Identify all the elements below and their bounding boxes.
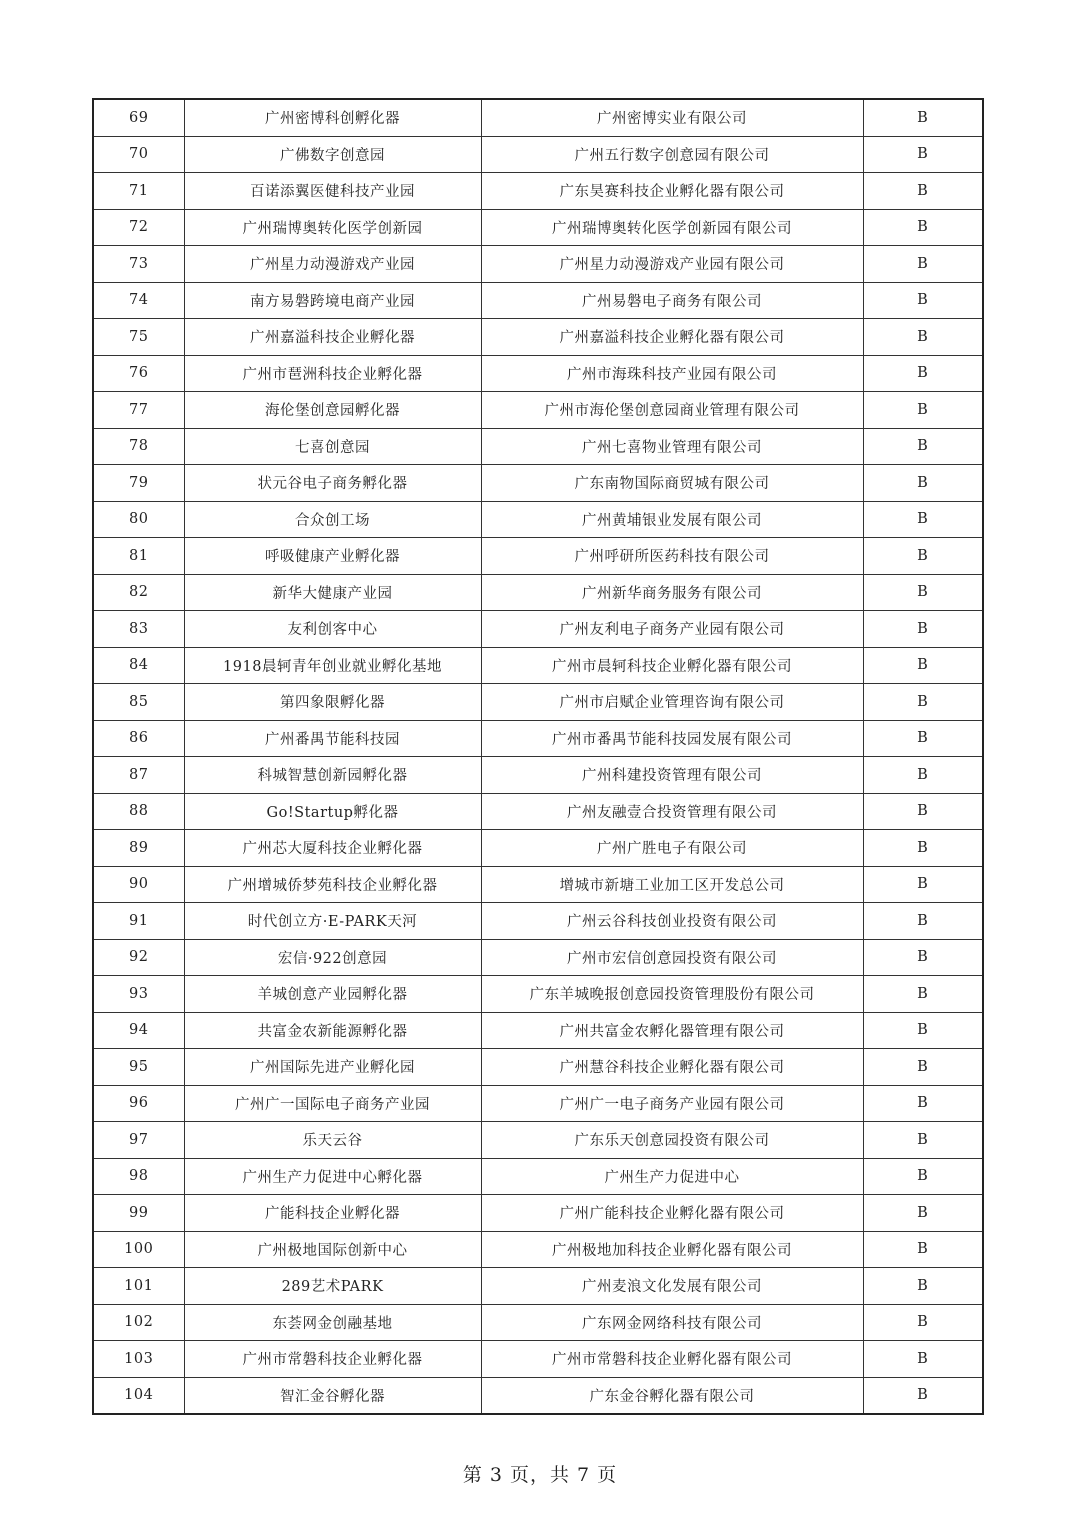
table-row — [93, 574, 983, 611]
page-number: 第 3 页，共 7 页 — [462, 1464, 618, 1486]
row-number: 88 — [93, 793, 184, 830]
operating-company: 广州密博实业有限公司 — [481, 99, 863, 136]
incubator-name: Go!Startup孵化器 — [184, 793, 481, 830]
table-row — [93, 939, 983, 976]
row-number: 99 — [93, 1195, 184, 1232]
row-number: 82 — [93, 574, 184, 611]
incubator-name: 289艺术PARK — [184, 1268, 481, 1305]
operating-company: 广州星力动漫游戏产业园有限公司 — [481, 246, 863, 283]
evaluation-grade: B — [863, 428, 983, 465]
operating-company: 广州市宏信创意园投资有限公司 — [481, 939, 863, 976]
operating-company: 广州麦浪文化发展有限公司 — [481, 1268, 863, 1305]
row-number: 69 — [93, 99, 184, 136]
incubator-name: 广佛数字创意园 — [184, 136, 481, 173]
evaluation-grade: B — [863, 720, 983, 757]
evaluation-grade: B — [863, 1341, 983, 1378]
operating-company: 广州市海珠科技产业园有限公司 — [481, 355, 863, 392]
row-number: 93 — [93, 976, 184, 1013]
operating-company: 广州极地加科技企业孵化器有限公司 — [481, 1231, 863, 1268]
table-row — [93, 1012, 983, 1049]
operating-company: 广州友融壹合投资管理有限公司 — [481, 793, 863, 830]
operating-company: 广州广胜电子有限公司 — [481, 830, 863, 867]
incubator-name: 南方易磐跨境电商产业园 — [184, 282, 481, 319]
evaluation-grade: B — [863, 465, 983, 502]
operating-company: 广州市番禺节能科技园发展有限公司 — [481, 720, 863, 757]
operating-company: 广东昊赛科技企业孵化器有限公司 — [481, 173, 863, 210]
table-row — [93, 1304, 983, 1341]
incubator-name: 广州极地国际创新中心 — [184, 1231, 481, 1268]
evaluation-grade: B — [863, 209, 983, 246]
table-row — [93, 611, 983, 648]
incubator-name: 广能科技企业孵化器 — [184, 1195, 481, 1232]
evaluation-grade: B — [863, 1268, 983, 1305]
table-row — [93, 428, 983, 465]
table-body — [93, 99, 983, 1414]
table-row — [93, 1231, 983, 1268]
operating-company: 广州共富金农孵化器管理有限公司 — [481, 1012, 863, 1049]
operating-company: 广州易磐电子商务有限公司 — [481, 282, 863, 319]
table-row — [93, 319, 983, 356]
table-row — [93, 355, 983, 392]
row-number: 73 — [93, 246, 184, 283]
evaluation-grade: B — [863, 793, 983, 830]
table-row — [93, 757, 983, 794]
incubator-name: 状元谷电子商务孵化器 — [184, 465, 481, 502]
incubator-name: 海伦堡创意园孵化器 — [184, 392, 481, 429]
incubator-name: 呼吸健康产业孵化器 — [184, 538, 481, 575]
evaluation-grade: B — [863, 976, 983, 1013]
evaluation-grade: B — [863, 903, 983, 940]
operating-company: 广州瑞博奥转化医学创新园有限公司 — [481, 209, 863, 246]
evaluation-grade: B — [863, 647, 983, 684]
table-row — [93, 1377, 983, 1414]
table-row — [93, 684, 983, 721]
operating-company: 广州五行数字创意园有限公司 — [481, 136, 863, 173]
evaluation-grade: B — [863, 1377, 983, 1414]
table-row — [93, 1085, 983, 1122]
incubator-name: 广州瑞博奥转化医学创新园 — [184, 209, 481, 246]
evaluation-grade: B — [863, 757, 983, 794]
row-number: 86 — [93, 720, 184, 757]
evaluation-grade: B — [863, 1158, 983, 1195]
row-number: 90 — [93, 866, 184, 903]
row-number: 85 — [93, 684, 184, 721]
row-number: 81 — [93, 538, 184, 575]
operating-company: 广州生产力促进中心 — [481, 1158, 863, 1195]
incubator-name: 乐天云谷 — [184, 1122, 481, 1159]
table-row — [93, 99, 983, 136]
row-number: 89 — [93, 830, 184, 867]
table-row — [93, 282, 983, 319]
evaluation-grade: B — [863, 1012, 983, 1049]
row-number: 91 — [93, 903, 184, 940]
incubator-name: 广州市琶洲科技企业孵化器 — [184, 355, 481, 392]
operating-company: 广州友利电子商务产业园有限公司 — [481, 611, 863, 648]
row-number: 101 — [93, 1268, 184, 1305]
table-row — [93, 866, 983, 903]
row-number: 74 — [93, 282, 184, 319]
evaluation-grade: B — [863, 319, 983, 356]
incubator-name: 东荟网金创融基地 — [184, 1304, 481, 1341]
operating-company: 广东南物国际商贸城有限公司 — [481, 465, 863, 502]
table-row — [93, 1122, 983, 1159]
evaluation-grade: B — [863, 939, 983, 976]
incubator-table — [92, 98, 984, 1415]
row-number: 96 — [93, 1085, 184, 1122]
evaluation-grade: B — [863, 99, 983, 136]
row-number: 84 — [93, 647, 184, 684]
table-row — [93, 501, 983, 538]
row-number: 95 — [93, 1049, 184, 1086]
incubator-name: 第四象限孵化器 — [184, 684, 481, 721]
evaluation-grade: B — [863, 392, 983, 429]
operating-company: 增城市新塘工业加工区开发总公司 — [481, 866, 863, 903]
incubator-name: 广州嘉溢科技企业孵化器 — [184, 319, 481, 356]
incubator-name: 七喜创意园 — [184, 428, 481, 465]
evaluation-grade: B — [863, 684, 983, 721]
table-row — [93, 830, 983, 867]
table-row — [93, 209, 983, 246]
operating-company: 广东乐天创意园投资有限公司 — [481, 1122, 863, 1159]
table-row — [93, 720, 983, 757]
incubator-name: 共富金农新能源孵化器 — [184, 1012, 481, 1049]
table-row — [93, 1049, 983, 1086]
incubator-name: 时代创立方·E-PARK天河 — [184, 903, 481, 940]
operating-company: 广州嘉溢科技企业孵化器有限公司 — [481, 319, 863, 356]
row-number: 92 — [93, 939, 184, 976]
evaluation-grade: B — [863, 830, 983, 867]
incubator-name: 广州密博科创孵化器 — [184, 99, 481, 136]
row-number: 100 — [93, 1231, 184, 1268]
table-row — [93, 793, 983, 830]
table-row — [93, 903, 983, 940]
operating-company: 广州市晨轲科技企业孵化器有限公司 — [481, 647, 863, 684]
evaluation-grade: B — [863, 1304, 983, 1341]
evaluation-grade: B — [863, 355, 983, 392]
incubator-name: 羊城创意产业园孵化器 — [184, 976, 481, 1013]
evaluation-grade: B — [863, 866, 983, 903]
row-number: 87 — [93, 757, 184, 794]
row-number: 79 — [93, 465, 184, 502]
table-row — [93, 1195, 983, 1232]
incubator-name: 1918晨轲青年创业就业孵化基地 — [184, 647, 481, 684]
evaluation-grade: B — [863, 1195, 983, 1232]
evaluation-grade: B — [863, 246, 983, 283]
operating-company: 广州新华商务服务有限公司 — [481, 574, 863, 611]
incubator-name: 广州星力动漫游戏产业园 — [184, 246, 481, 283]
operating-company: 广东网金网络科技有限公司 — [481, 1304, 863, 1341]
operating-company: 广州广能科技企业孵化器有限公司 — [481, 1195, 863, 1232]
evaluation-grade: B — [863, 611, 983, 648]
evaluation-grade: B — [863, 574, 983, 611]
table-row — [93, 647, 983, 684]
table-row — [93, 136, 983, 173]
evaluation-grade: B — [863, 173, 983, 210]
incubator-name: 百诺添翼医健科技产业园 — [184, 173, 481, 210]
row-number: 94 — [93, 1012, 184, 1049]
operating-company: 广州黄埔银业发展有限公司 — [481, 501, 863, 538]
incubator-name: 广州芯大厦科技企业孵化器 — [184, 830, 481, 867]
incubator-name: 宏信·922创意园 — [184, 939, 481, 976]
operating-company: 广州市常磐科技企业孵化器有限公司 — [481, 1341, 863, 1378]
evaluation-grade: B — [863, 136, 983, 173]
evaluation-grade: B — [863, 501, 983, 538]
table-row — [93, 1158, 983, 1195]
incubator-name: 广州国际先进产业孵化园 — [184, 1049, 481, 1086]
table-row — [93, 173, 983, 210]
row-number: 78 — [93, 428, 184, 465]
row-number: 102 — [93, 1304, 184, 1341]
incubator-name: 新华大健康产业园 — [184, 574, 481, 611]
incubator-name: 广州生产力促进中心孵化器 — [184, 1158, 481, 1195]
evaluation-grade: B — [863, 282, 983, 319]
row-number: 77 — [93, 392, 184, 429]
operating-company: 广州七喜物业管理有限公司 — [481, 428, 863, 465]
row-number: 97 — [93, 1122, 184, 1159]
table-row — [93, 538, 983, 575]
row-number: 104 — [93, 1377, 184, 1414]
table-row — [93, 465, 983, 502]
operating-company: 广州慧谷科技企业孵化器有限公司 — [481, 1049, 863, 1086]
table-row — [93, 1268, 983, 1305]
evaluation-grade: B — [863, 1085, 983, 1122]
incubator-name: 广州增城侨梦苑科技企业孵化器 — [184, 866, 481, 903]
operating-company: 广州云谷科技创业投资有限公司 — [481, 903, 863, 940]
row-number: 98 — [93, 1158, 184, 1195]
incubator-name: 广州番禺节能科技园 — [184, 720, 481, 757]
evaluation-grade: B — [863, 1049, 983, 1086]
row-number: 71 — [93, 173, 184, 210]
row-number: 103 — [93, 1341, 184, 1378]
operating-company: 广州市海伦堡创意园商业管理有限公司 — [481, 392, 863, 429]
table-row — [93, 246, 983, 283]
operating-company: 广州科建投资管理有限公司 — [481, 757, 863, 794]
operating-company: 广州广一电子商务产业园有限公司 — [481, 1085, 863, 1122]
row-number: 72 — [93, 209, 184, 246]
operating-company: 广东羊城晚报创意园投资管理股份有限公司 — [481, 976, 863, 1013]
incubator-name: 智汇金谷孵化器 — [184, 1377, 481, 1414]
incubator-name: 合众创工场 — [184, 501, 481, 538]
evaluation-grade: B — [863, 1122, 983, 1159]
row-number: 70 — [93, 136, 184, 173]
operating-company: 广东金谷孵化器有限公司 — [481, 1377, 863, 1414]
row-number: 76 — [93, 355, 184, 392]
evaluation-grade: B — [863, 538, 983, 575]
evaluation-grade: B — [863, 1231, 983, 1268]
operating-company: 广州呼研所医药科技有限公司 — [481, 538, 863, 575]
row-number: 83 — [93, 611, 184, 648]
table-row — [93, 976, 983, 1013]
incubator-name: 广州市常磐科技企业孵化器 — [184, 1341, 481, 1378]
row-number: 75 — [93, 319, 184, 356]
table-row — [93, 392, 983, 429]
row-number: 80 — [93, 501, 184, 538]
incubator-name: 科城智慧创新园孵化器 — [184, 757, 481, 794]
table-row — [93, 1341, 983, 1378]
incubator-name: 友利创客中心 — [184, 611, 481, 648]
incubator-name: 广州广一国际电子商务产业园 — [184, 1085, 481, 1122]
operating-company: 广州市启赋企业管理咨询有限公司 — [481, 684, 863, 721]
